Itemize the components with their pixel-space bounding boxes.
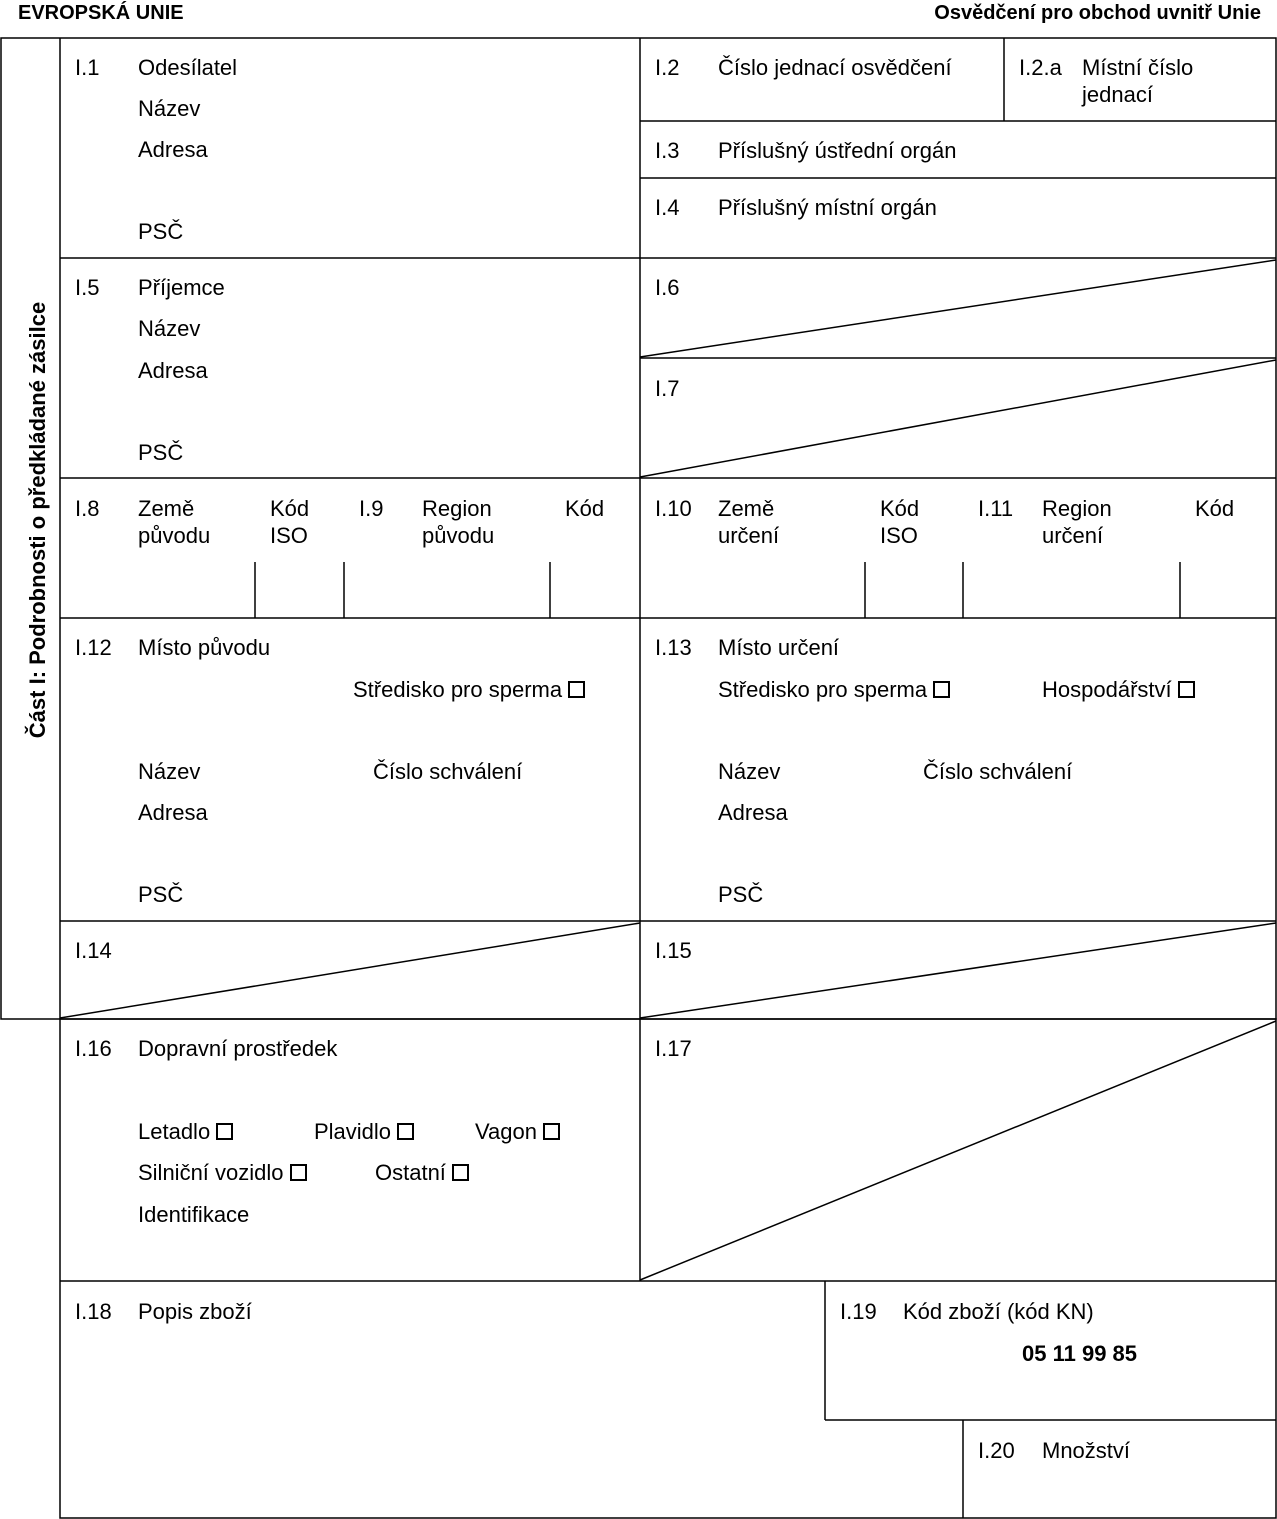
i12-zip-label: PSČ [138,882,184,907]
i18-title: Popis zboží [138,1299,252,1324]
i13-holding-option[interactable] [1042,676,1195,703]
i12-title: Místo původu [138,635,271,660]
i9-label-line2: původu [422,523,495,548]
i16-num: I.16 [75,1036,112,1061]
i15-strike [640,923,1276,1018]
i20-num: I.20 [978,1438,1015,1463]
i1-address-label: Adresa [138,137,208,162]
i13-approval-label: Číslo schválení [923,759,1073,784]
i12-semen-centre-option[interactable] [353,676,585,703]
i2a-title-line2: jednací [1082,82,1153,107]
i9-label-line1: Region [422,496,492,521]
i4-title: Příslušný místní orgán [718,195,937,220]
i5-name-label: Název [138,316,201,341]
i16-other-checkbox[interactable] [452,1164,469,1181]
i19-title: Kód zboží (kód KN) [903,1299,1094,1324]
i3-num: I.3 [655,138,680,163]
i13-num: I.13 [655,635,692,660]
header-title: Osvědčení pro obchod uvnitř Unie [934,2,1261,24]
i12-approval-label: Číslo schválení [373,759,523,784]
i9-num: I.9 [359,496,384,521]
i10-code-line2: ISO [880,523,918,548]
i8-label-line2: původu [138,523,211,548]
i8-label-line1: Země [138,496,195,521]
i16-aircraft-label: Letadlo [138,1119,211,1144]
i13-name-label: Název [718,759,781,784]
i16-other-option[interactable] [375,1159,469,1186]
i3-title: Příslušný ústřední orgán [718,138,957,163]
i1-title: Odesílatel [138,55,238,80]
i9-code: Kód [565,496,605,521]
i13-title: Místo určení [718,635,840,660]
i11-label-line1: Region [1042,496,1112,521]
i16-title: Dopravní prostředek [138,1036,338,1061]
i5-num: I.5 [75,275,100,300]
i14-num: I.14 [75,938,112,963]
i10-label-line2: určení [718,523,780,548]
i2a-num: I.2.a [1019,55,1062,80]
i16-aircraft-option[interactable] [138,1118,233,1145]
sidebar-title: Část I: Podrobnosti o předkládané zásilce [25,301,50,739]
i16-vessel-option[interactable] [314,1118,414,1145]
i16-wagon-label: Vagon [475,1119,537,1144]
i6-strike [640,260,1276,357]
i4-num: I.4 [655,195,680,220]
i16-identification-label: Identifikace [138,1202,250,1227]
i13-holding-checkbox[interactable] [1178,681,1195,698]
i16-vessel-label: Plavidlo [314,1119,392,1144]
i16-road-vehicle-label: Silniční vozidlo [138,1160,284,1185]
i12-semen-centre-checkbox[interactable] [568,681,585,698]
i8-code-line2: ISO [270,523,308,548]
i20-title: Množství [1042,1438,1131,1463]
i2-title: Číslo jednací osvědčení [718,55,952,80]
i16-road-vehicle-option[interactable] [138,1159,307,1186]
i13-zip-label: PSČ [718,882,764,907]
i18-num: I.18 [75,1299,112,1324]
i10-num: I.10 [655,496,692,521]
i13-semen-centre-checkbox[interactable] [933,681,950,698]
i8-code-line1: Kód [270,496,310,521]
i11-label-line2: určení [1042,523,1104,548]
i19-num: I.19 [840,1299,877,1324]
i12-semen-centre-label: Středisko pro sperma [353,677,563,702]
i15-num: I.15 [655,938,692,963]
i8-num: I.8 [75,496,100,521]
i17-num: I.17 [655,1036,692,1061]
i5-address-label: Adresa [138,358,208,383]
i7-num: I.7 [655,376,680,401]
i13-address-label: Adresa [718,800,788,825]
i16-other-label: Ostatní [375,1160,446,1185]
i13-semen-centre-option[interactable] [718,676,950,703]
i10-code-line1: Kód [880,496,920,521]
i1-zip-label: PSČ [138,219,184,244]
i5-zip-label: PSČ [138,440,184,465]
i10-label-line1: Země [718,496,775,521]
i12-name-label: Název [138,759,201,784]
i11-num: I.11 [978,496,1014,521]
i14-strike [60,923,640,1018]
i13-semen-centre-label: Středisko pro sperma [718,677,928,702]
header-eu: EVROPSKÁ UNIE [18,2,184,24]
i16-vessel-checkbox[interactable] [397,1123,414,1140]
i6-num: I.6 [655,275,680,300]
i12-address-label: Adresa [138,800,208,825]
i19-cn-code: 05 11 99 85 [1022,1341,1138,1366]
i16-road-vehicle-checkbox[interactable] [290,1164,307,1181]
i1-num: I.1 [75,55,100,80]
i16-wagon-checkbox[interactable] [543,1123,560,1140]
i17-strike [640,1021,1276,1280]
i13-holding-label: Hospodářství [1042,677,1172,702]
i1-name-label: Název [138,96,201,121]
i16-wagon-option[interactable] [475,1118,560,1145]
i2-num: I.2 [655,55,680,80]
i16-aircraft-checkbox[interactable] [216,1123,233,1140]
i5-title: Příjemce [138,275,225,300]
i11-code: Kód [1195,496,1235,521]
i7-strike [640,360,1276,477]
i12-num: I.12 [75,635,112,660]
i2a-title-line1: Místní číslo [1082,55,1194,80]
